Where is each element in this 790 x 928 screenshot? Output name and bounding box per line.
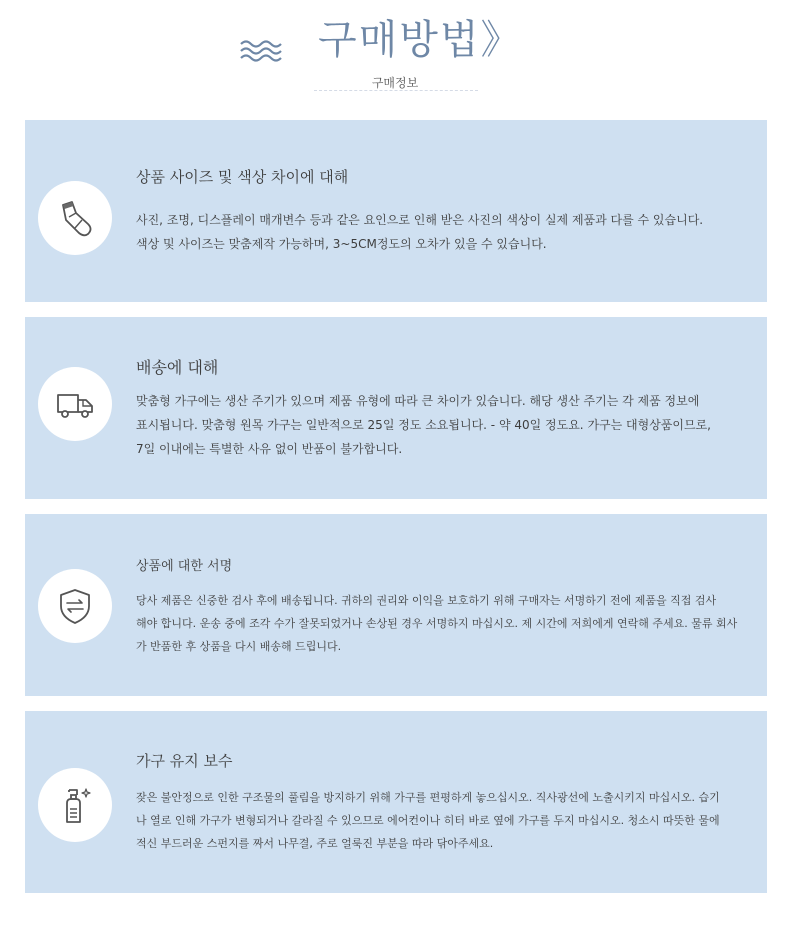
section-icon-badge	[38, 181, 112, 255]
section-card-shipping	[25, 317, 767, 499]
truck-icon	[55, 384, 95, 424]
section-icon-badge	[38, 367, 112, 441]
page-title: 구매방법》	[318, 17, 523, 63]
shield-icon	[55, 586, 95, 626]
section-body-line: 색상 및 사이즈는 맞춤제작 가능하며, 3~5CM정도의 오차가 있을 수 있습니다.	[136, 237, 547, 251]
lotion-bottle-icon	[55, 785, 95, 825]
section-body-line: 가 반품한 후 상품을 다시 배송해 드립니다.	[136, 640, 342, 653]
section-body-line: 나 열로 인해 가구가 변형되거나 갈라질 수 있으므로 에어컨이나 히터 바로 옆에 가구를 두지 마십시오. 청소시 따뜻한 물에	[136, 814, 720, 827]
section-title: 배송에 대해	[136, 358, 219, 377]
section-title: 가구 유지 보수	[136, 752, 233, 770]
section-body	[136, 389, 751, 461]
section-card-size-color	[25, 120, 767, 302]
section-body	[136, 786, 751, 855]
section-body	[136, 589, 751, 658]
wave-icon	[239, 38, 283, 64]
section-card-signature	[25, 514, 767, 696]
section-body-line: 맞춤형 가구에는 생산 주기가 있으며 제품 유형에 따라 큰 차이가 있습니다. 해당 생산 주기는 각 제품 정보에	[136, 394, 700, 408]
page-header	[0, 0, 790, 110]
section-card-maintenance	[25, 711, 767, 893]
section-body-line: 7일 이내에는 특별한 사유 없이 반품이 불가합니다.	[136, 442, 403, 456]
section-body-line: 표시됩니다. 맞춤형 원목 가구는 일반적으로 25일 정도 소요됩니다. - 약 40일 정도요. 가구는 대형상품이므로,	[136, 418, 711, 432]
section-body-line: 적신 부드러운 스펀지를 짜서 나무결, 주로 얼룩진 부분을 따라 닦아주세요.	[136, 837, 494, 850]
section-title: 상품에 대한 서명	[136, 559, 233, 574]
subtitle-divider	[314, 90, 478, 91]
section-body-line: 해야 합니다. 운송 중에 조각 수가 잘못되었거나 손상된 경우 서명하지 마십시오. 제 시간에 저희에게 연락해 주세요. 물류 회사	[136, 617, 738, 630]
page-subtitle: 구매정보	[371, 76, 419, 90]
section-icon-badge	[38, 569, 112, 643]
sock-icon	[55, 198, 95, 238]
section-body	[136, 208, 751, 256]
section-body-line: 잦은 불안정으로 인한 구조물의 풀림을 방지하기 위해 가구를 편평하게 놓으십시오. 직사광선에 노출시키지 마십시오. 습기	[136, 791, 720, 804]
section-title: 상품 사이즈 및 색상 차이에 대해	[136, 168, 349, 186]
section-body-line: 사진, 조명, 디스플레이 매개변수 등과 같은 요인으로 인해 받은 사진의 색상이 실제 제품과 다를 수 있습니다.	[136, 213, 704, 227]
section-icon-badge	[38, 768, 112, 842]
section-body-line: 당사 제품은 신중한 검사 후에 배송됩니다. 귀하의 권리와 이익을 보호하기 위해 구매자는 서명하기 전에 제품을 직접 검사	[136, 594, 717, 607]
